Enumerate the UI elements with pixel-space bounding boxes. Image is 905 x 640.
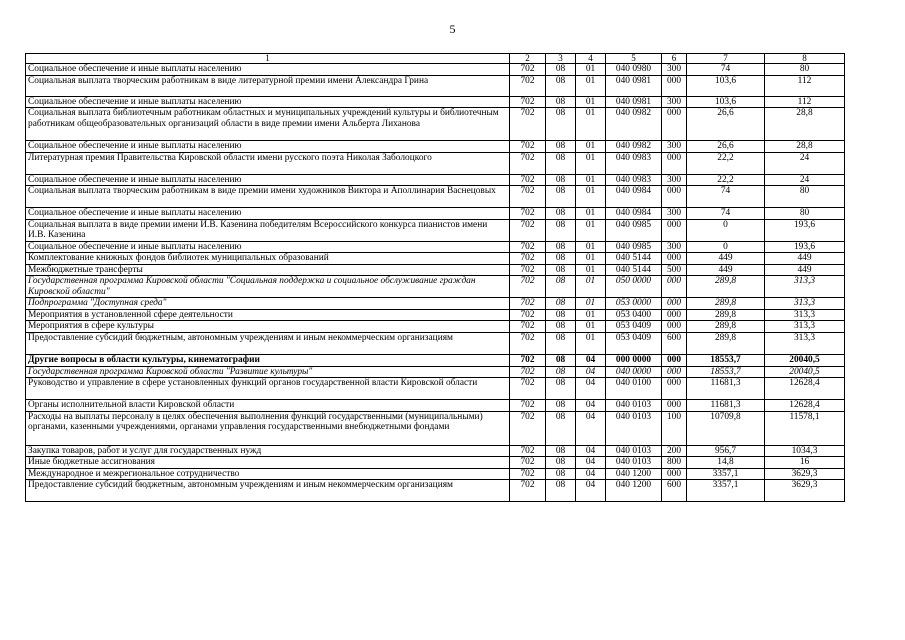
cell-c3: 08 (546, 366, 576, 378)
cell-c8: 24 (765, 152, 845, 174)
cell-c4: 04 (576, 468, 606, 480)
table-row (26, 186, 845, 208)
cell-c7: 0 (687, 241, 765, 253)
row-name: Мероприятия в установленной сфере деятельности (26, 309, 510, 321)
cell-c3: 08 (546, 108, 576, 141)
cell-c8: 112 (765, 96, 845, 108)
row-name: Социальное обеспечение и иные выплаты населению (26, 64, 510, 76)
cell-c8: 28,8 (765, 108, 845, 141)
cell-c3: 08 (546, 75, 576, 96)
cell-c4: 01 (576, 253, 606, 265)
cell-c4: 01 (576, 75, 606, 96)
table-row (26, 400, 845, 412)
cell-c4: 04 (576, 411, 606, 445)
cell-c7: 103,6 (687, 75, 765, 96)
cell-c4: 01 (576, 96, 606, 108)
cell-c7: 11681,3 (687, 400, 765, 412)
column-header: 8 (765, 54, 845, 64)
cell-c8: 193,6 (765, 241, 845, 253)
cell-c7: 449 (687, 253, 765, 265)
table-row (26, 332, 845, 354)
cell-c6: 300 (662, 96, 687, 108)
cell-c8: 12628,4 (765, 400, 845, 412)
table-row (26, 241, 845, 253)
cell-c6: 000 (662, 276, 687, 298)
cell-c2: 702 (510, 445, 546, 457)
cell-c5: 040 5144 (606, 253, 662, 265)
cell-c8: 313,3 (765, 298, 845, 310)
table-row (26, 174, 845, 186)
cell-c8: 449 (765, 264, 845, 276)
cell-c6: 000 (662, 219, 687, 241)
cell-c5: 040 0985 (606, 219, 662, 241)
cell-c8: 12628,4 (765, 378, 845, 400)
cell-c8: 313,3 (765, 332, 845, 354)
cell-c3: 08 (546, 400, 576, 412)
row-name: Предоставление субсидий бюджетным, автономным учреждениям и иным некоммерческим организациям (26, 480, 510, 502)
row-name: Другие вопросы в области культуры, кинематографии (26, 354, 510, 366)
cell-c7: 74 (687, 64, 765, 76)
cell-c7: 11681,3 (687, 378, 765, 400)
cell-c7: 14,8 (687, 457, 765, 469)
cell-c2: 702 (510, 309, 546, 321)
column-header: 6 (662, 54, 687, 64)
cell-c4: 01 (576, 298, 606, 310)
row-name: Социальное обеспечение и иные выплаты населению (26, 96, 510, 108)
table-row (26, 457, 845, 469)
cell-c5: 053 0409 (606, 332, 662, 354)
cell-c3: 08 (546, 64, 576, 76)
cell-c3: 08 (546, 378, 576, 400)
cell-c3: 08 (546, 411, 576, 445)
cell-c4: 01 (576, 276, 606, 298)
table-row (26, 141, 845, 153)
cell-c2: 702 (510, 480, 546, 502)
cell-c5: 040 0981 (606, 75, 662, 96)
table-row (26, 378, 845, 400)
cell-c5: 040 0984 (606, 186, 662, 208)
table-row (26, 276, 845, 298)
cell-c2: 702 (510, 152, 546, 174)
cell-c6: 000 (662, 378, 687, 400)
cell-c7: 74 (687, 208, 765, 220)
cell-c6: 200 (662, 445, 687, 457)
cell-c8: 80 (765, 208, 845, 220)
cell-c8: 16 (765, 457, 845, 469)
cell-c3: 08 (546, 445, 576, 457)
row-name: Социальная выплата в виде премии имени И.В. Казенина победителям Всероссийского конкурса пианистов имени И.В. Казенина (26, 219, 510, 241)
cell-c6: 000 (662, 152, 687, 174)
cell-c4: 01 (576, 219, 606, 241)
cell-c4: 04 (576, 457, 606, 469)
table-row (26, 64, 845, 76)
cell-c6: 100 (662, 411, 687, 445)
row-name: Межбюджетные трансферты (26, 264, 510, 276)
cell-c4: 01 (576, 241, 606, 253)
cell-c8: 112 (765, 75, 845, 96)
cell-c7: 26,6 (687, 108, 765, 141)
row-name: Социальное обеспечение и иные выплаты населению (26, 208, 510, 220)
cell-c8: 3629,3 (765, 468, 845, 480)
cell-c4: 01 (576, 64, 606, 76)
cell-c5: 040 0103 (606, 400, 662, 412)
column-header: 1 (26, 54, 510, 64)
row-name: Социальная выплата творческим работникам в виде премии имени художников Виктора и Аполлинария Васнецовых (26, 186, 510, 208)
cell-c3: 08 (546, 457, 576, 469)
cell-c8: 80 (765, 64, 845, 76)
row-name: Комплектование книжных фондов библиотек муниципальных образований (26, 253, 510, 265)
cell-c7: 289,8 (687, 276, 765, 298)
cell-c2: 702 (510, 457, 546, 469)
cell-c8: 20040,5 (765, 354, 845, 366)
cell-c8: 3629,3 (765, 480, 845, 502)
table-row (26, 75, 845, 96)
cell-c5: 040 0103 (606, 457, 662, 469)
cell-c6: 000 (662, 186, 687, 208)
column-header: 2 (510, 54, 546, 64)
cell-c2: 702 (510, 219, 546, 241)
cell-c4: 01 (576, 208, 606, 220)
column-header: 5 (606, 54, 662, 64)
row-name: Закупка товаров, работ и услуг для государственных нужд (26, 445, 510, 457)
cell-c3: 08 (546, 219, 576, 241)
cell-c5: 040 0981 (606, 96, 662, 108)
cell-c2: 702 (510, 400, 546, 412)
cell-c3: 08 (546, 298, 576, 310)
cell-c2: 702 (510, 411, 546, 445)
cell-c5: 040 0982 (606, 141, 662, 153)
cell-c7: 18553,7 (687, 354, 765, 366)
row-name: Социальное обеспечение и иные выплаты населению (26, 141, 510, 153)
cell-c2: 702 (510, 298, 546, 310)
cell-c6: 300 (662, 208, 687, 220)
cell-c8: 80 (765, 186, 845, 208)
cell-c8: 313,3 (765, 309, 845, 321)
cell-c2: 702 (510, 108, 546, 141)
budget-table (25, 53, 845, 502)
cell-c2: 702 (510, 186, 546, 208)
cell-c2: 702 (510, 378, 546, 400)
cell-c8: 313,3 (765, 276, 845, 298)
cell-c7: 22,2 (687, 152, 765, 174)
cell-c7: 0 (687, 219, 765, 241)
row-name: Подпрограмма "Доступная среда" (26, 298, 510, 310)
table-row (26, 445, 845, 457)
cell-c4: 01 (576, 264, 606, 276)
table-row (26, 108, 845, 141)
cell-c2: 702 (510, 276, 546, 298)
table-row (26, 309, 845, 321)
cell-c8: 24 (765, 174, 845, 186)
row-name: Литературная премия Правительства Кировской области имени русского поэта Николая Заболоцкого (26, 152, 510, 174)
cell-c6: 300 (662, 64, 687, 76)
cell-c7: 22,2 (687, 174, 765, 186)
cell-c4: 04 (576, 366, 606, 378)
cell-c5: 053 0400 (606, 309, 662, 321)
cell-c3: 08 (546, 309, 576, 321)
row-name: Социальное обеспечение и иные выплаты населению (26, 174, 510, 186)
cell-c5: 040 0103 (606, 445, 662, 457)
cell-c5: 050 0000 (606, 276, 662, 298)
cell-c6: 000 (662, 400, 687, 412)
cell-c5: 040 1200 (606, 468, 662, 480)
cell-c2: 702 (510, 64, 546, 76)
cell-c3: 08 (546, 241, 576, 253)
cell-c7: 18553,7 (687, 366, 765, 378)
cell-c4: 01 (576, 332, 606, 354)
cell-c6: 000 (662, 321, 687, 333)
cell-c2: 702 (510, 241, 546, 253)
cell-c5: 040 0983 (606, 152, 662, 174)
cell-c6: 300 (662, 241, 687, 253)
cell-c4: 01 (576, 186, 606, 208)
cell-c5: 040 0983 (606, 174, 662, 186)
cell-c7: 26,6 (687, 141, 765, 153)
cell-c4: 01 (576, 108, 606, 141)
cell-c2: 702 (510, 354, 546, 366)
cell-c3: 08 (546, 152, 576, 174)
row-name: Государственная программа Кировской области "Социальная поддержка и социальное обслуживание граждан Кировской области" (26, 276, 510, 298)
cell-c6: 500 (662, 264, 687, 276)
cell-c6: 000 (662, 309, 687, 321)
cell-c2: 702 (510, 332, 546, 354)
table-row (26, 208, 845, 220)
cell-c5: 053 0000 (606, 298, 662, 310)
cell-c6: 300 (662, 174, 687, 186)
row-name: Предоставление субсидий бюджетным, автономным учреждениям и иным некоммерческим организациям (26, 332, 510, 354)
column-header: 3 (546, 54, 576, 64)
cell-c2: 702 (510, 366, 546, 378)
cell-c4: 04 (576, 354, 606, 366)
cell-c2: 702 (510, 75, 546, 96)
cell-c3: 08 (546, 468, 576, 480)
cell-c4: 04 (576, 378, 606, 400)
table-row (26, 298, 845, 310)
cell-c4: 04 (576, 480, 606, 502)
row-name: Социальное обеспечение и иные выплаты населению (26, 241, 510, 253)
table-row (26, 480, 845, 502)
cell-c5: 040 5144 (606, 264, 662, 276)
column-header: 4 (576, 54, 606, 64)
cell-c4: 01 (576, 141, 606, 153)
cell-c2: 702 (510, 468, 546, 480)
cell-c6: 300 (662, 141, 687, 153)
cell-c5: 053 0409 (606, 321, 662, 333)
table-body (26, 64, 845, 502)
cell-c6: 000 (662, 354, 687, 366)
cell-c3: 08 (546, 276, 576, 298)
cell-c4: 01 (576, 321, 606, 333)
row-name: Органы исполнительной власти Кировской области (26, 400, 510, 412)
cell-c2: 702 (510, 174, 546, 186)
cell-c5: 040 0100 (606, 378, 662, 400)
cell-c8: 313,3 (765, 321, 845, 333)
table-row (26, 468, 845, 480)
cell-c3: 08 (546, 208, 576, 220)
table-row (26, 253, 845, 265)
cell-c2: 702 (510, 141, 546, 153)
cell-c7: 449 (687, 264, 765, 276)
cell-c6: 600 (662, 480, 687, 502)
cell-c3: 08 (546, 354, 576, 366)
row-name: Расходы на выплаты персоналу в целях обеспечения выполнения функций государственными (муниципальными) органами, казенными учреждениями, органами управления государственными внебюджетными фондами (26, 411, 510, 445)
cell-c7: 74 (687, 186, 765, 208)
cell-c7: 289,8 (687, 321, 765, 333)
column-header: 7 (687, 54, 765, 64)
cell-c5: 040 0000 (606, 366, 662, 378)
cell-c3: 08 (546, 96, 576, 108)
cell-c5: 040 0984 (606, 208, 662, 220)
cell-c6: 000 (662, 253, 687, 265)
table-row (26, 411, 845, 445)
cell-c2: 702 (510, 96, 546, 108)
cell-c5: 040 0103 (606, 411, 662, 445)
cell-c2: 702 (510, 253, 546, 265)
cell-c7: 103,6 (687, 96, 765, 108)
table-row (26, 96, 845, 108)
cell-c3: 08 (546, 253, 576, 265)
table-row (26, 219, 845, 241)
cell-c5: 040 0980 (606, 64, 662, 76)
cell-c5: 040 0982 (606, 108, 662, 141)
cell-c8: 1034,3 (765, 445, 845, 457)
cell-c4: 01 (576, 309, 606, 321)
row-name: Социальная выплата творческим работникам в виде литературной премии имени Александра Грина (26, 75, 510, 96)
cell-c2: 702 (510, 264, 546, 276)
cell-c7: 956,7 (687, 445, 765, 457)
cell-c7: 10709,8 (687, 411, 765, 445)
row-name: Мероприятия в сфере культуры (26, 321, 510, 333)
cell-c7: 289,8 (687, 309, 765, 321)
cell-c6: 000 (662, 298, 687, 310)
row-name: Государственная программа Кировской области "Развитие культуры" (26, 366, 510, 378)
cell-c8: 449 (765, 253, 845, 265)
cell-c6: 000 (662, 75, 687, 96)
cell-c3: 08 (546, 141, 576, 153)
cell-c6: 000 (662, 366, 687, 378)
cell-c5: 040 0985 (606, 241, 662, 253)
row-name: Социальная выплата библиотечным работникам областных и муниципальных учреждений культуры и библиотечным работникам общеобразовательных организаций области в виде премии имени Альберта Лиханова (26, 108, 510, 141)
row-name: Международное и межрегиональное сотрудничество (26, 468, 510, 480)
cell-c6: 600 (662, 332, 687, 354)
cell-c3: 08 (546, 186, 576, 208)
cell-c4: 04 (576, 400, 606, 412)
cell-c3: 08 (546, 174, 576, 186)
table-row (26, 264, 845, 276)
table-row (26, 354, 845, 366)
cell-c3: 08 (546, 321, 576, 333)
table-row (26, 152, 845, 174)
cell-c8: 20040,5 (765, 366, 845, 378)
page-number: 5 (449, 22, 456, 36)
cell-c5: 040 1200 (606, 480, 662, 502)
cell-c7: 289,8 (687, 298, 765, 310)
cell-c3: 08 (546, 332, 576, 354)
row-name: Иные бюджетные ассигнования (26, 457, 510, 469)
cell-c6: 000 (662, 468, 687, 480)
cell-c8: 28,8 (765, 141, 845, 153)
cell-c7: 3357,1 (687, 468, 765, 480)
header-row (26, 54, 845, 64)
cell-c2: 702 (510, 208, 546, 220)
cell-c6: 000 (662, 108, 687, 141)
cell-c4: 04 (576, 445, 606, 457)
cell-c3: 08 (546, 264, 576, 276)
cell-c4: 01 (576, 174, 606, 186)
table-row (26, 366, 845, 378)
row-name: Руководство и управление в сфере установленных функций органов государственной власти Кировской области (26, 378, 510, 400)
cell-c2: 702 (510, 321, 546, 333)
cell-c7: 3357,1 (687, 480, 765, 502)
cell-c7: 289,8 (687, 332, 765, 354)
cell-c8: 193,6 (765, 219, 845, 241)
cell-c8: 11578,1 (765, 411, 845, 445)
cell-c5: 000 0000 (606, 354, 662, 366)
cell-c6: 800 (662, 457, 687, 469)
table-row (26, 321, 845, 333)
cell-c4: 01 (576, 152, 606, 174)
cell-c3: 08 (546, 480, 576, 502)
